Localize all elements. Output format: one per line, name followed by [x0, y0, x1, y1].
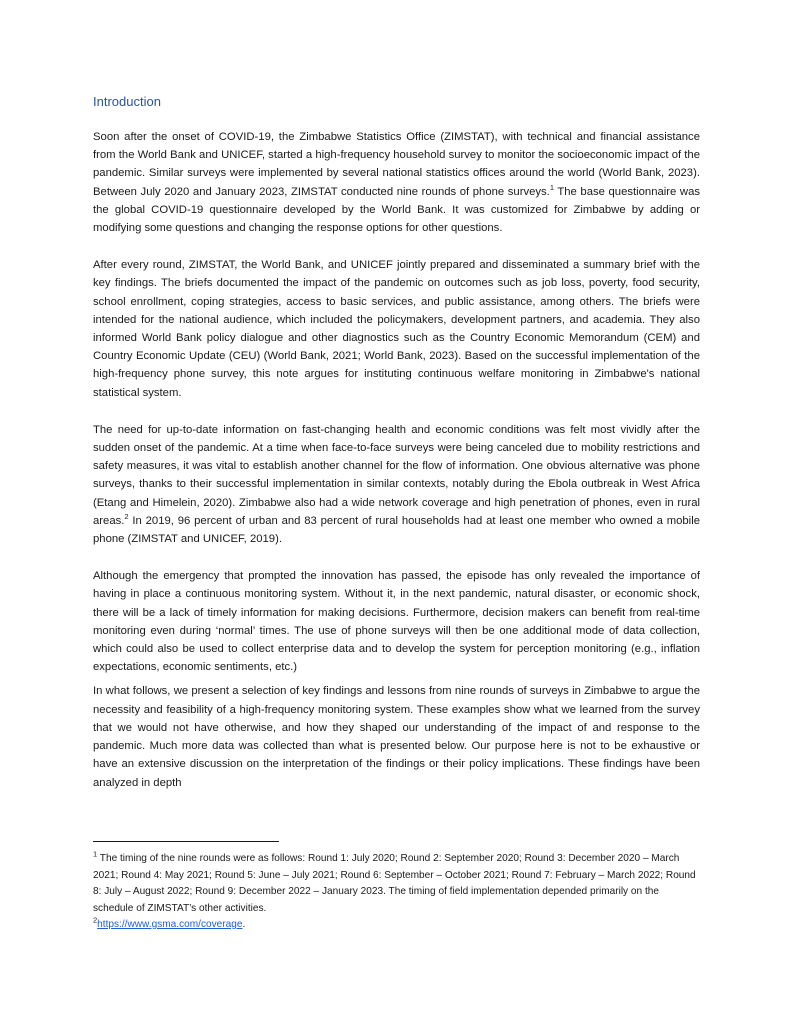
footnote-ref-1[interactable]: 1: [549, 182, 554, 192]
footnote-separator: [93, 841, 279, 842]
footnote-2: [93, 917, 700, 934]
paragraph-3-text-b: In 2019, 96 percent of urban and 83 percent of rural households had at least one member who owned a mobile phone (ZIMSTAT and UNICEF, 2019).: [93, 514, 700, 546]
footnotes: [93, 851, 700, 934]
paragraph-3: [93, 421, 700, 548]
footnote-1-marker: 1: [93, 849, 98, 859]
paragraph-1: [93, 128, 700, 237]
footnote-1-text: The timing of the nine rounds were as follows: Round 1: July 2020; Round 2: September 2020; Round 3: December 2020 – March 2021; Round 4: May 2021; Round 5: June – July 2021; Round 6: September – October 2021; Round 7: February – March 2022; Round 8: July – August 2022; Round 9: December 2022 – January 2023. The timing of field implementation depended primarily on the schedule of ZIMSTAT’s other activities.: [93, 853, 696, 914]
footnote-1: [93, 851, 700, 917]
footnote-2-trail: .: [242, 919, 246, 930]
paragraph-2: After every round, ZIMSTAT, the World Bank, and UNICEF jointly prepared and disseminated a summary brief with the key findings. The briefs documented the impact of the pandemic on outcomes such as job loss, poverty, food security, school enrollment, coping strategies, access to basic services, and public assistance, among others. The briefs were intended for the national audience, which included the policymakers, development partners, and academia. They also informed World Bank policy dialogue and other diagnostics such as the Country Economic Memorandum (CEM) and Country Economic Update (CEU) (World Bank, 2021; World Bank, 2023). Based on the successful implementation of the high-frequency phone survey, this note argues for instituting continuous welfare monitoring in Zimbabwe's national statistical system.: [93, 259, 700, 399]
footnote-2-marker: 2: [93, 915, 98, 925]
gsma-coverage-link[interactable]: https://www.gsma.com/coverage: [97, 919, 243, 930]
paragraph-4: Although the emergency that prompted the innovation has passed, the episode has only revealed the importance of having in place a continuous monitoring system. Without it, in the next pandemic, natural disaster, or economic shock, there will be a lack of timely information for making decisions. Furthermore, decision makers can benefit from real-time monitoring even during ‘normal’ times. The use of phone surveys will then be one additional mode of data collection, which could also be used to collect enterprise data and to develop the system for perception monitoring (e.g., inflation expectations, economic sentiments, etc.): [93, 570, 700, 674]
section-heading: Introduction: [93, 94, 161, 109]
footnote-ref-2[interactable]: 2: [124, 512, 129, 522]
paragraph-3-text-a: The need for up-to-date information on fast-changing health and economic conditions was felt most vividly after the sudden onset of the pandemic. At a time when face-to-face surveys were being canceled due to mobility restrictions and safety measures, it was vital to establish another channel for the flow of information. One obvious alternative was phone surveys, thanks to their successful implementation in similar contexts, notably during the Ebola outbreak in West Africa (Etang and Himelein, 2020). Zimbabwe also had a wide network coverage and high penetration of phones, even in rural areas.: [93, 423, 700, 527]
paragraph-1-text-a: Soon after the onset of COVID-19, the Zimbabwe Statistics Office (ZIMSTAT), with technical and financial assistance from the World Bank and UNICEF, started a high-frequency household survey to monitor the socioeconomic impact of the pandemic. Similar surveys were implemented by several national statistics offices around the world (World Bank, 2023). Between July 2020 and January 2023, ZIMSTAT conducted nine rounds of phone surveys.: [93, 131, 700, 198]
body-text: [93, 128, 700, 811]
paragraph-1-text-b: The base questionnaire was the global COVID-19 questionnaire developed by the World Bank. It was customized for Zimbabwe by adding or modifying some questions and changing the response options for other questions.: [93, 185, 700, 235]
paragraph-5: In what follows, we present a selection of key findings and lessons from nine rounds of surveys in Zimbabwe to argue the necessity and feasibility of a high-frequency monitoring system. These examples show what we learned from the survey that we would not have otherwise, and how they shaped our understanding of the impact of and response to the pandemic. Much more data was collected than what is presented below. Our purpose here is not to be exhaustive or have an extensive discussion on the interpretation of the findings or their policy implications. These findings have been analyzed in depth: [93, 685, 700, 789]
